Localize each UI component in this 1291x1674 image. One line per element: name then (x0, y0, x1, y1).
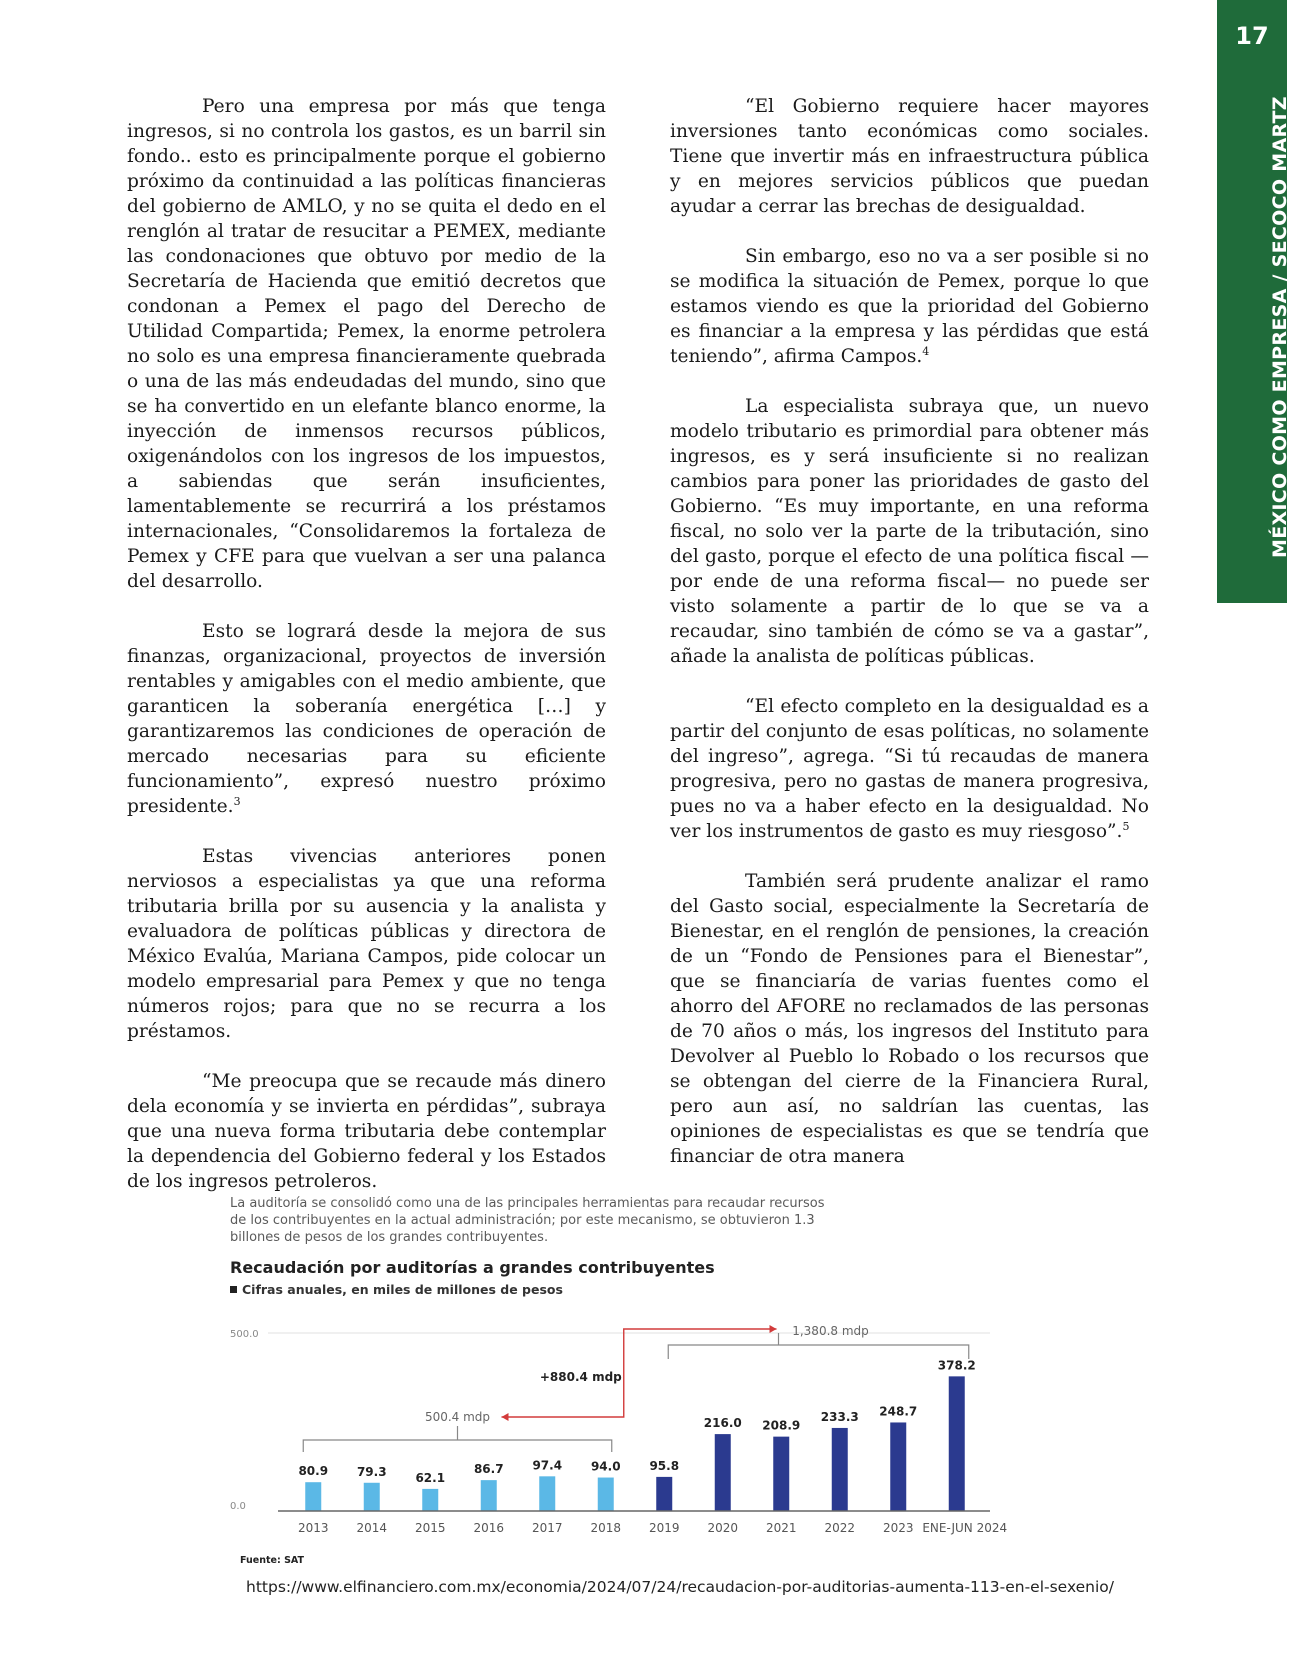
arrow-head-left (502, 1413, 509, 1421)
running-head: MÉXICO COMO EMPRESA / SECOCO MARTZ (1269, 96, 1291, 558)
paragraph: También será prudente analizar el ramo del Gasto social, especialmente la Secretaría de Bienestar, en el renglón de pensiones, la creación de un “Fondo de Pensiones para el Bienestar”, que se financiaría de varias fuentes como el ahorro del AFORE no reclamados de las personas de 70 años o más, los ingresos del Instituto para Devolver al Pueblo lo Robado o los recursos que se obtengan del cierre de la Financiera Rural, pero aun así, no saldrían las cuentas, las opiniones de especialistas es que se tendría que financiar de otra manera (670, 871, 1149, 1167)
x-tick-label: 2015 (414, 1521, 446, 1535)
data-label: 233.3 (820, 1409, 859, 1424)
bar (305, 1482, 321, 1511)
x-tick-label: 2014 (356, 1521, 388, 1535)
paragraph: “Me preocupa que se recaude más dinero dela economía y se invierta en pérdidas”, subraya que una nueva forma tributaria debe contemplar la dependencia del Gobierno federal y los Estados de los ingresos petroleros. (127, 1071, 606, 1192)
x-tick-label: 2020 (707, 1521, 739, 1535)
bar-chart (230, 1315, 1010, 1555)
right-column (670, 94, 1149, 1169)
arrow-head-right (770, 1325, 777, 1333)
chart-figure (230, 1195, 1010, 1590)
x-tick-label: 2023 (882, 1521, 914, 1535)
bullet-icon (230, 1286, 237, 1293)
bar (481, 1480, 497, 1511)
data-label: 248.7 (879, 1404, 918, 1419)
bar (422, 1489, 438, 1511)
figure-intro: La auditoría se consolidó como una de las principales herramientas para recaudar recursos de los contribuyentes en la actual administración; por este mecanismo, se obtuvieron 1.3 billones de pesos de los grandes contribuyentes. (230, 1196, 825, 1245)
chart-source: Fuente: SAT (240, 1555, 305, 1566)
data-label: 208.9 (762, 1418, 801, 1433)
data-label: 79.3 (356, 1464, 387, 1479)
left-column (127, 94, 606, 1194)
data-label: 95.8 (649, 1458, 680, 1473)
x-tick-label: 2021 (765, 1521, 797, 1535)
paragraph: La especialista subraya que, un nuevo modelo tributario es primordial para obtener más ingresos, es y será insuficiente si no realizan cambios para poner las prioridades de gasto del Gobierno. “Es muy importante, en una reforma fiscal, no solo ver la parte de la tributación, sino del gasto, porque el efecto de una política fiscal —por ende de una reforma fiscal— no puede ser visto solamente a partir de lo que se va a recaudar, sino también de cómo se va a gastar”, añade la analista de políticas públicas. (670, 396, 1149, 667)
annotation-period2: 1,380.8 mdp (792, 1324, 869, 1338)
bar (598, 1478, 614, 1511)
x-tick-label: 2013 (297, 1521, 329, 1535)
bracket-2013-2018 (303, 1440, 612, 1452)
bar (949, 1376, 965, 1511)
chart-title: Recaudación por auditorías a grandes contribuyentes (230, 1258, 715, 1277)
data-label: 86.7 (473, 1462, 504, 1477)
x-tick-label: 2018 (590, 1521, 622, 1535)
paragraph: Sin embargo, eso no va a ser posible si no se modifica la situación de Pemex, porque lo que estamos viendo es que la prioridad del Gobierno es financiar a la empresa y las pérdidas que está teniendo”, afirma Campos.$^4$ (670, 246, 1149, 367)
bar (364, 1483, 380, 1511)
x-tick-label: 2017 (531, 1521, 563, 1535)
footnote-ref: 3 (233, 794, 241, 808)
x-tick-label: 2019 (648, 1521, 680, 1535)
y-tick-label: 500.0 (230, 1329, 259, 1340)
paragraph: “El efecto completo en la desigualdad es a partir del conjunto de esas políticas, no solamente del ingreso”, agrega. “Si tú recaudas de manera progresiva, pero no gastas de manera progresiva, pues no va a haber efecto en la desigualdad. No ver los instrumentos de gasto es muy riesgoso”.$^5$ (670, 696, 1149, 842)
bar (656, 1477, 672, 1511)
x-tick-label: ENE-JUN 2024 (922, 1521, 1008, 1535)
source-url: https://www.elfinanciero.com.mx/economia/2024/07/24/recaudacion-por-auditorias-aumenta-113-en-el-sexenio/ (246, 1578, 1115, 1596)
data-label: 378.2 (937, 1358, 976, 1373)
annotation-difference: +880.4 mdp (539, 1370, 622, 1384)
data-label: 97.4 (532, 1458, 563, 1473)
bar (715, 1434, 731, 1511)
x-tick-label: 2016 (473, 1521, 505, 1535)
page-number: 17 (1235, 22, 1269, 50)
paragraph: Pero una empresa por más que tenga ingresos, si no controla los gastos, es un barril sin fondo.. esto es principalmente porque el gobierno próximo da continuidad a las políticas financieras del gobierno de AMLO, y no se quita el dedo en el renglón al tratar de resucitar a PEMEX, mediante las condonaciones que obtuvo por medio de la Secretaría de Hacienda que emitió decretos que condonan a Pemex el pago del Derecho de Utilidad Compartida; Pemex, la enorme petrolera no solo es una empresa financieramente quebrada o una de las más endeudadas del mundo, sino que se ha convertido en un elefante blanco enorme, la inyección de inmensos recursos públicos, oxigenándolos con los ingresos de los impuestos, a sabiendas que serán insuficientes, lamentablemente se recurrirá a los préstamos internacionales, “Consolidaremos la fortaleza de Pemex y CFE para que vuelvan a ser una palanca del desarrollo. (127, 96, 606, 592)
paragraph: Estas vivencias anteriores ponen nerviosos a especialistas ya que una reforma tributaria brilla por su ausencia y la analista y evaluadora de políticas públicas y directora de México Evalúa, Mariana Campos, pide colocar un modelo empresarial para Pemex y que no tenga números rojos; para que no se recurra a los préstamos. (127, 846, 606, 1042)
paragraph: Esto se logrará desde la mejora de sus finanzas, organizacional, proyectos de inversión rentables y amigables con el medio ambiente, que garanticen la soberanía energética […] y garantizaremos las condiciones de operación de mercado necesarias para su eficiente funcionamiento”, expresó nuestro próximo presidente.$^3$ (127, 621, 606, 817)
paragraph: “El Gobierno requiere hacer mayores inversiones tanto económicas como sociales. Tiene que invertir más en infraestructura pública y en mejores servicios públicos que puedan ayudar a cerrar las brechas de desigualdad. (670, 96, 1149, 217)
footnote-ref: 4 (922, 344, 930, 358)
data-label: 216.0 (703, 1416, 742, 1431)
data-label: 80.9 (298, 1464, 329, 1479)
bar (832, 1428, 848, 1511)
bar (890, 1422, 906, 1511)
bracket-2019-2024 (668, 1345, 969, 1359)
data-label: 62.1 (415, 1470, 446, 1485)
x-tick-label: 2022 (824, 1521, 856, 1535)
bar (539, 1476, 555, 1511)
chart-subtitle (230, 1282, 1010, 1297)
bar (773, 1437, 789, 1511)
y-tick-label: 0.0 (230, 1501, 246, 1512)
side-tab (1217, 0, 1291, 603)
chart-subtitle-text: Cifras anuales, en miles de millones de pesos (242, 1282, 563, 1297)
footnote-ref: 5 (1122, 819, 1130, 833)
annotation-period1: 500.4 mdp (424, 1410, 491, 1424)
data-label: 94.0 (590, 1459, 621, 1474)
